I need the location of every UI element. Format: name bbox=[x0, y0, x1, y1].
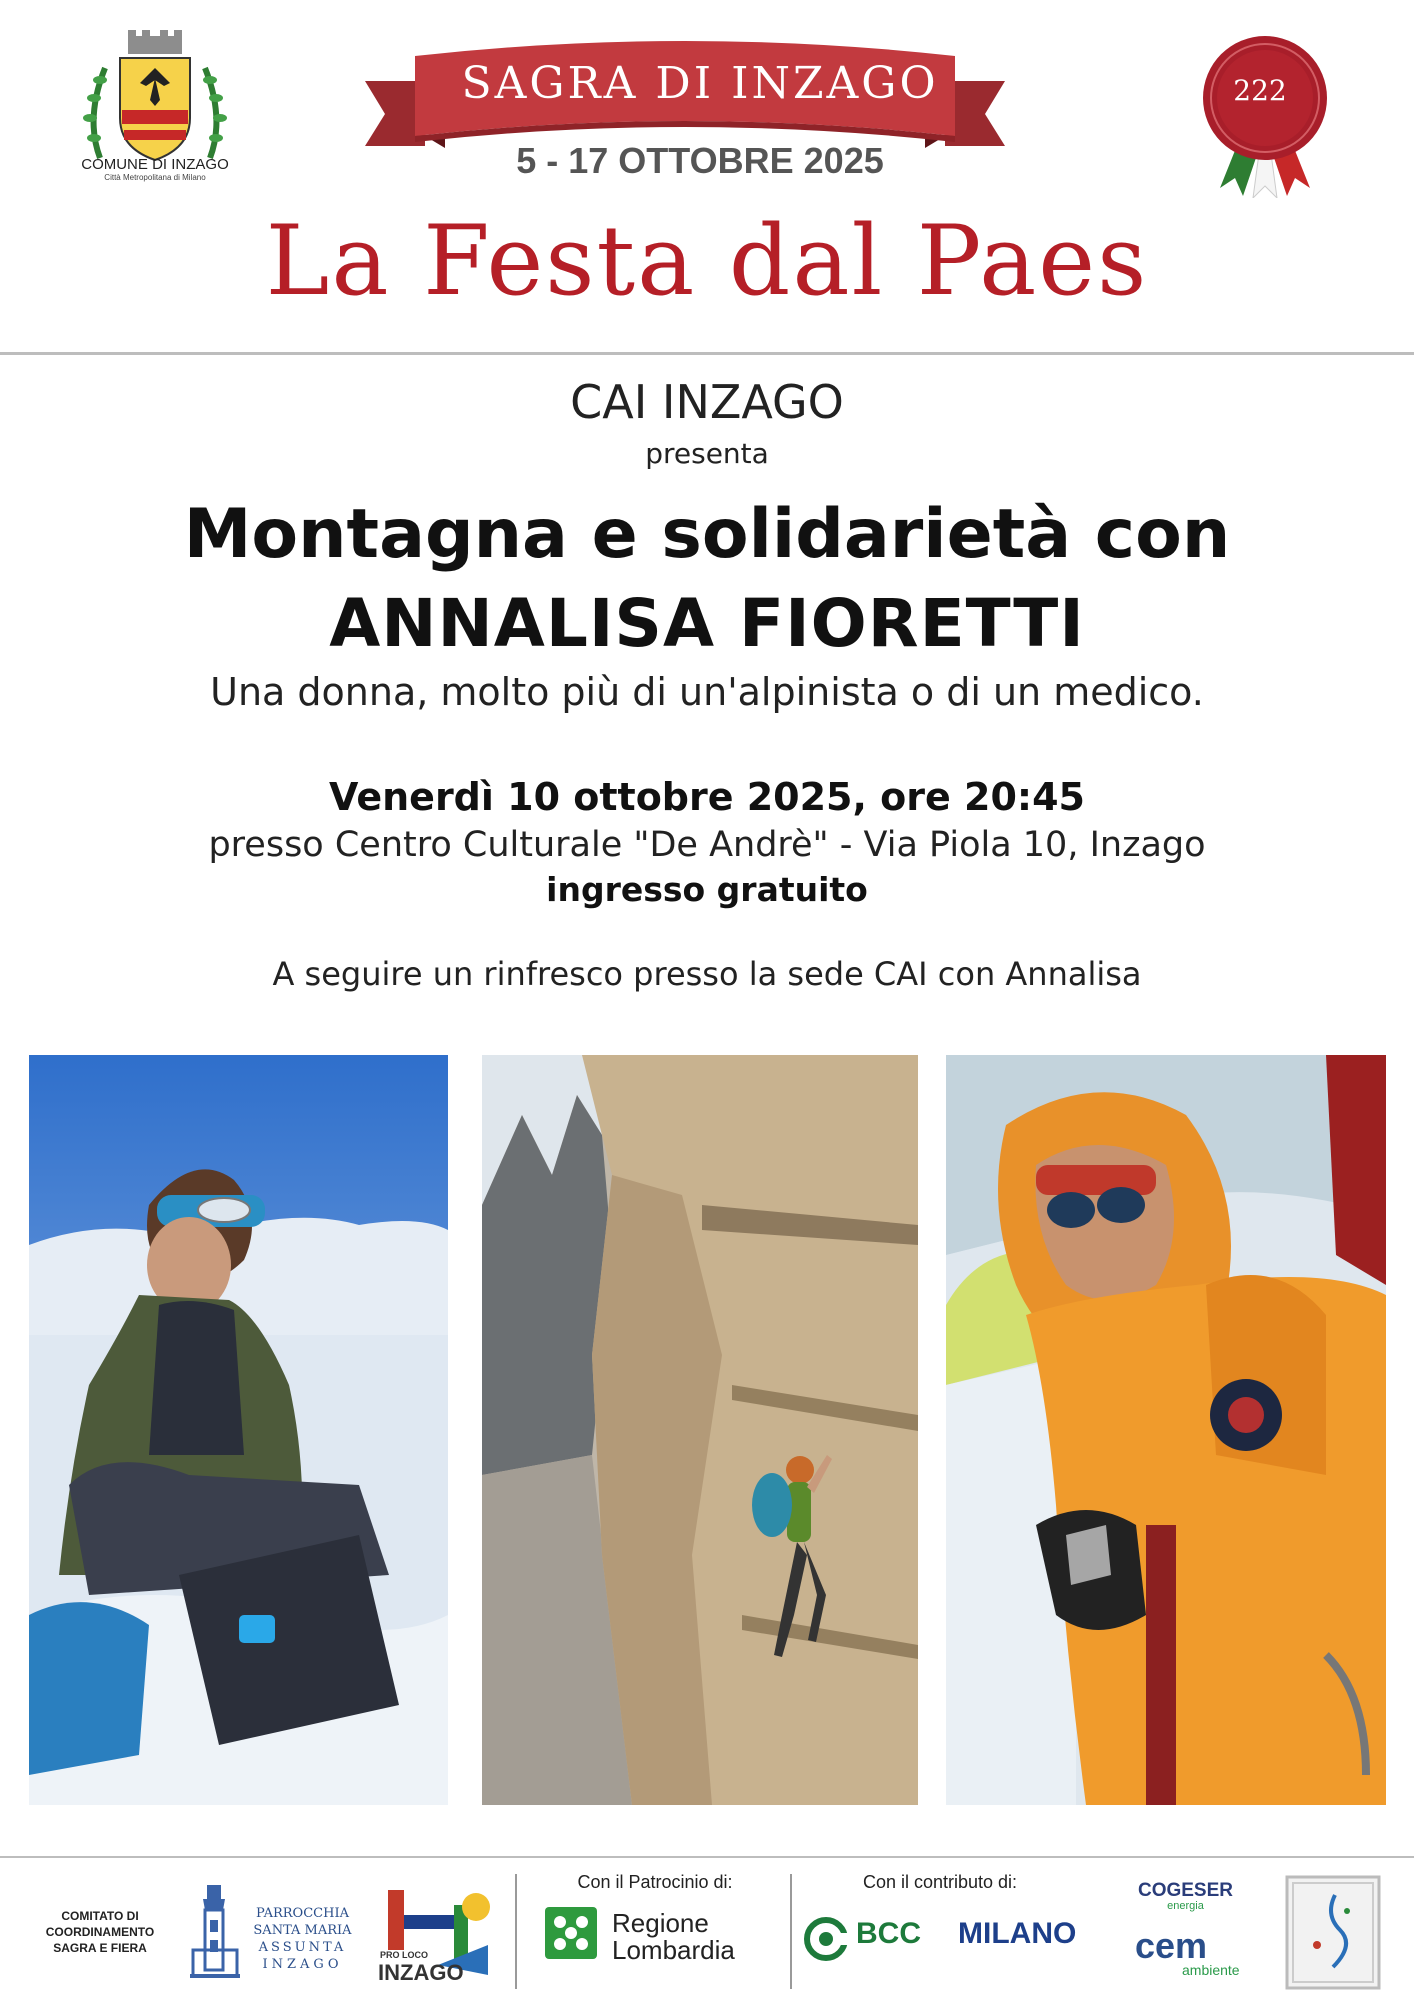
contributo-label: Con il contributo di: bbox=[862, 1872, 1018, 1892]
proloco-name: INZAGO bbox=[378, 1960, 464, 1985]
presenta-label: presenta bbox=[645, 437, 769, 470]
cem-name: cem bbox=[1135, 1925, 1208, 1966]
patrocinio-label: Con il Patrocinio di: bbox=[577, 1872, 733, 1892]
event-admission: ingresso gratuito bbox=[546, 870, 868, 909]
event-date-time: Venerdì 10 ottobre 2025, ore 20:45 bbox=[329, 775, 1085, 819]
headline-line-2: ANNALISA FIORETTI bbox=[329, 585, 1085, 662]
comune-name: COMUNE DI INZAGO bbox=[81, 156, 229, 173]
sagra-dates: 5 - 17 OTTOBRE 2025 bbox=[516, 140, 884, 181]
sagra-title: SAGRA DI INZAGO bbox=[461, 58, 939, 109]
cogeser-name: COGESER bbox=[1137, 1880, 1234, 1901]
edition-seal-badge bbox=[1185, 28, 1345, 198]
bcc-name: BCC bbox=[856, 1917, 921, 1950]
regione-lombardia-logo bbox=[545, 1907, 597, 1959]
cem-subtitle: ambiente bbox=[1182, 1962, 1240, 1978]
comune-subtitle: Città Metropolitana di Milano bbox=[104, 173, 206, 182]
photo-climber-rock-wall bbox=[482, 1055, 918, 1805]
event-venue: presso Centro Culturale "De Andrè" - Via Piola 10, Inzago bbox=[208, 825, 1206, 865]
photo-climber-orange-jacket bbox=[946, 1055, 1386, 1805]
footer-separator bbox=[515, 1874, 517, 1989]
parrocchia-church-icon bbox=[185, 1880, 245, 1985]
footer-separator bbox=[790, 1874, 792, 1989]
edition-number: 222 bbox=[1233, 74, 1287, 107]
proloco-small-label: PRO LOCO bbox=[380, 1950, 429, 1960]
parrocchia-name: PARROCCHIA SANTA MARIA ASSUNTA INZAGO bbox=[253, 1906, 352, 1972]
presenter-name: CAI INZAGO bbox=[570, 375, 844, 429]
bcc-milano-name: MILANO bbox=[958, 1917, 1077, 1950]
comitato-logo-text: COMITATO DI COORDINAMENTO SAGRA E FIERA bbox=[45, 1909, 155, 1955]
event-after-note: A seguire un rinfresco presso la sede CAI con Annalisa bbox=[272, 955, 1142, 993]
photo-climber-snow bbox=[29, 1055, 448, 1805]
bcc-bank-logo-icon bbox=[802, 1915, 850, 1963]
regione-lombardia-name: Regione Lombardia bbox=[612, 1908, 735, 1965]
sponsor-logo-icon bbox=[1285, 1875, 1381, 1990]
cogeser-subtitle: energia bbox=[1167, 1900, 1204, 1912]
footer-divider bbox=[0, 1856, 1414, 1858]
headline-line-1: Montagna e solidarietà con bbox=[183, 495, 1231, 574]
header-divider bbox=[0, 352, 1414, 355]
event-tagline: Una donna, molto più di un'alpinista o di un medico. bbox=[210, 670, 1204, 714]
festa-title: La Festa dal Paes bbox=[265, 205, 1149, 317]
